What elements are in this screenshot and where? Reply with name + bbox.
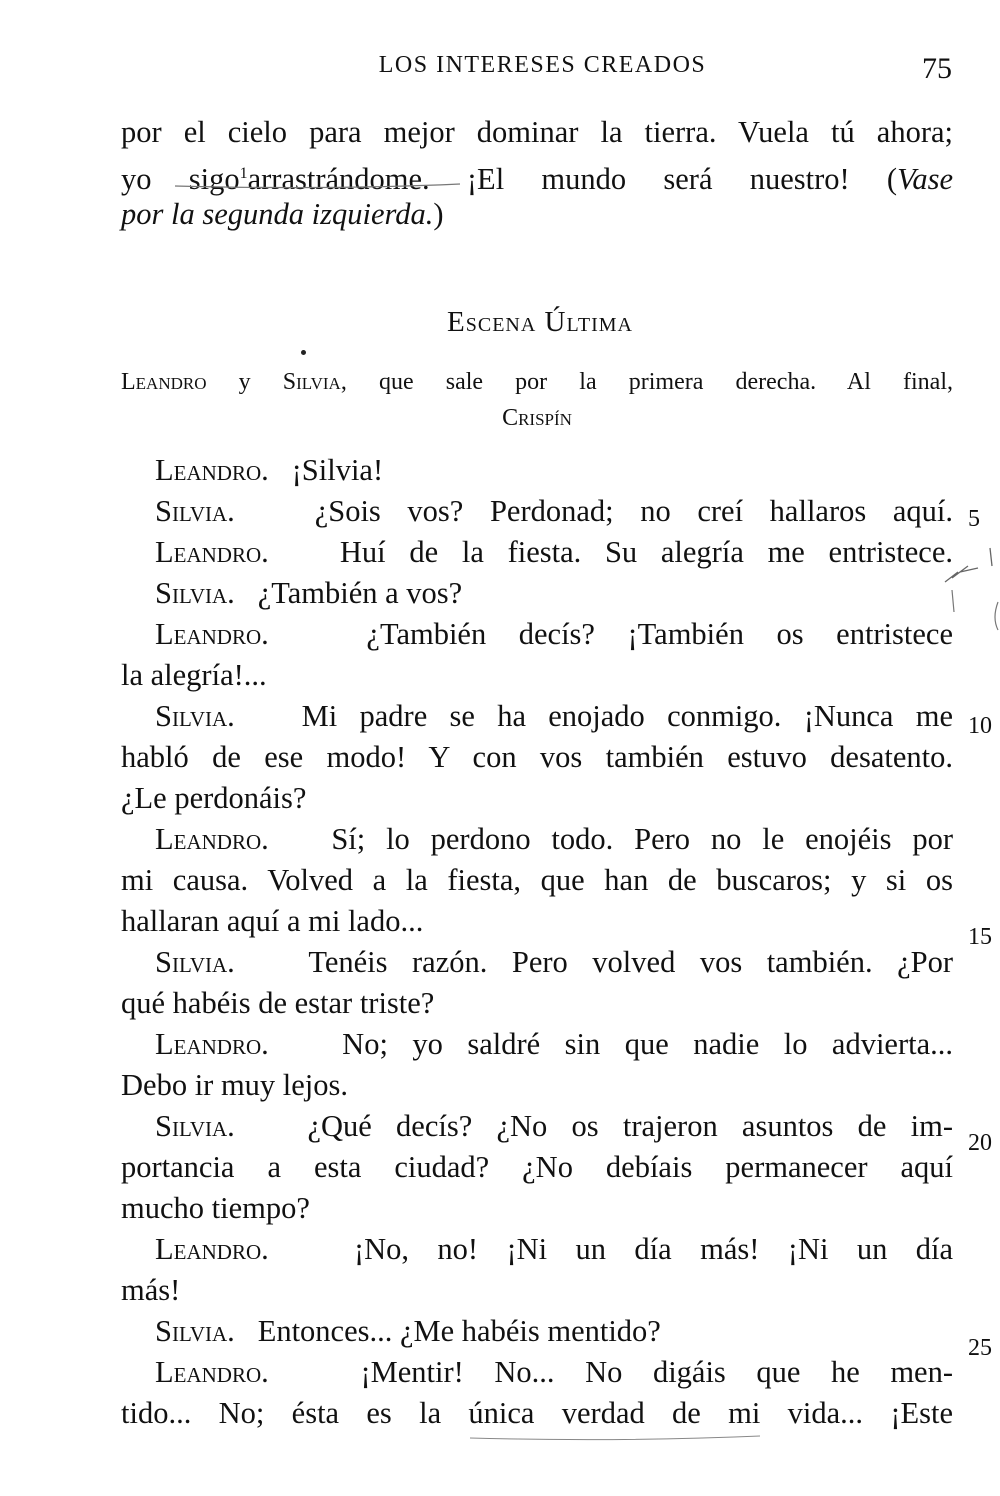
page-number: 75 — [922, 52, 952, 85]
speaker-silvia: Silvia. — [155, 494, 235, 528]
stage-direction: Vase — [897, 162, 954, 197]
speech-text: Tenéis razón. Pero volved vos también. ¿Por — [308, 945, 953, 979]
character-name: Silvia — [282, 369, 341, 395]
speech-line: Debo ir muy lejos. — [121, 1068, 349, 1102]
speaker-silvia: Silvia. — [155, 1314, 235, 1348]
text-span: y — [206, 369, 283, 395]
speech-text: Entonces... ¿Me habéis mentido? — [257, 1314, 661, 1348]
speech-text: Huí de la fiesta. Su alegría me entristece. — [339, 535, 954, 569]
speech-line: hallaran aquí a mi lado... — [121, 904, 424, 938]
speech-line: habló de ese modo! Y con vos también estuvo desatento. — [121, 740, 953, 774]
line-number: 20 — [968, 1130, 992, 1156]
speech-line: más! — [121, 1273, 181, 1307]
line-number: 25 — [968, 1335, 992, 1361]
speech-text: ¡Mentir! No... No digáis que he men- — [360, 1355, 954, 1389]
character-name: Crispín — [502, 405, 572, 431]
speaker-leandro: Leandro. — [155, 1355, 269, 1389]
speech-line: mucho tiempo? — [121, 1191, 310, 1225]
speaker-leandro: Leandro. — [155, 535, 269, 569]
line-number: 10 — [968, 713, 992, 739]
speaker-silvia: Silvia. — [155, 1109, 235, 1143]
underline-mark — [175, 184, 460, 188]
scene-heading: Escena Última — [447, 306, 633, 338]
text-span: arrastrándome. ¡El mundo será nuestro! ( — [247, 162, 898, 197]
margin-scribble — [990, 548, 992, 566]
speaker-silvia: Silvia. — [155, 699, 235, 733]
speaker-silvia: Silvia. — [155, 945, 235, 979]
speaker-leandro: Leandro. — [155, 1027, 269, 1061]
speaker-silvia: Silvia. — [155, 576, 235, 610]
speech-line: tido... No; ésta es la única verdad de mi vida... ¡Este — [121, 1396, 953, 1430]
margin-scribble — [952, 590, 998, 630]
character-name: Leandro — [121, 369, 207, 395]
speaker-leandro: Leandro. — [155, 1232, 269, 1266]
line-number: 5 — [968, 506, 980, 532]
speaker-leandro: Leandro. — [155, 453, 269, 487]
speech-text: ¿Sois vos? Perdonad; no creí hallaros aquí. — [314, 494, 953, 528]
speech-text: No; yo saldré sin que nadie lo advierta... — [342, 1027, 954, 1061]
speech-line: la alegría!... — [121, 658, 267, 692]
text-span: ) — [433, 197, 444, 231]
speech-line: mi causa. Volved a la fiesta, que han de buscaros; y si os — [121, 863, 953, 897]
text-span: , que sale por la primera derecha. Al final, — [340, 369, 954, 395]
footnote-marker: 1 — [239, 165, 248, 182]
margin-scribble — [945, 566, 978, 582]
running-title: LOS INTERESES CREADOS — [378, 52, 707, 78]
speech-line: qué habéis de estar triste? — [121, 986, 435, 1020]
text-span: por el cielo para mejor dominar la tierra. Vuela tú ahora; — [121, 115, 953, 149]
speaker-leandro: Leandro. — [155, 822, 269, 856]
speech-text: ¿Qué decís? ¿No os trajeron asuntos de im- — [307, 1109, 954, 1143]
speaker-leandro: Leandro. — [155, 617, 269, 651]
speech-text: Mi padre se ha enojado conmigo. ¡Nunca me — [301, 699, 954, 733]
speech-text: Sí; lo perdono todo. Pero no le enojéis por — [331, 822, 953, 856]
speech-line: portancia a esta ciudad? ¿No debíais permanecer aquí — [121, 1150, 953, 1184]
speech-text: ¿También a vos? — [257, 576, 463, 610]
speech-text: ¡Silvia! — [291, 453, 384, 487]
line-number: 15 — [968, 924, 992, 950]
underline-mark — [470, 1436, 760, 1440]
text-span: yo sigo — [121, 162, 240, 197]
speech-line: ¿Le perdonáis? — [121, 781, 307, 815]
speech-text: ¡No, no! ¡Ni un día más! ¡Ni un día — [353, 1232, 953, 1266]
speech-text: ¿También decís? ¡También os entristece — [366, 617, 953, 651]
stage-direction: por la segunda izquierda. — [121, 197, 434, 231]
